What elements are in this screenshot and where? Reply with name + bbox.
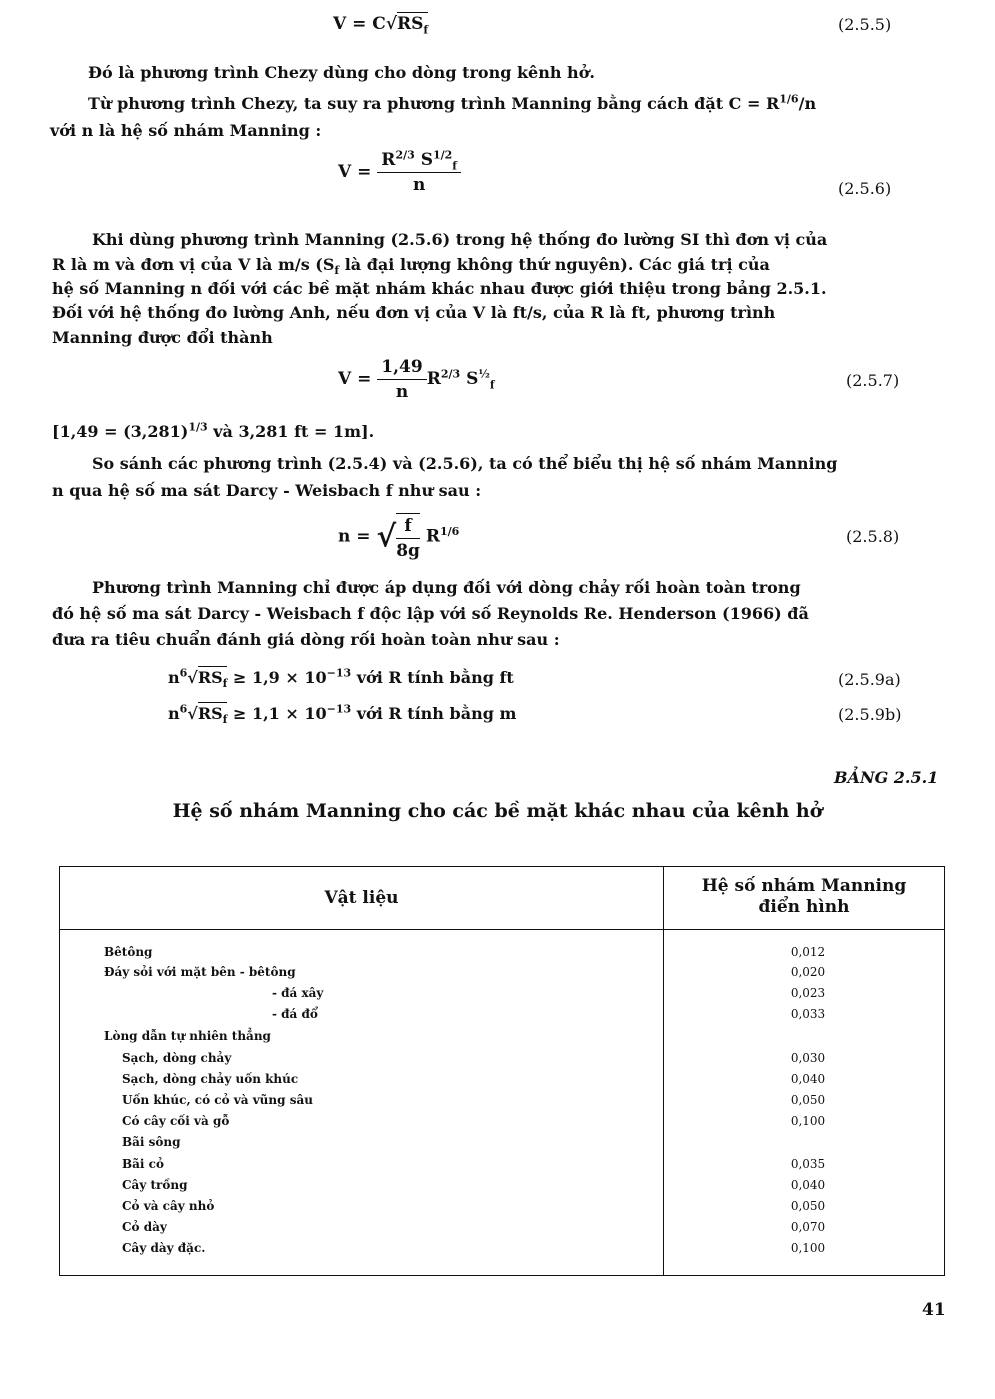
table-row-value: 0,040 (790, 1072, 826, 1086)
paragraph-line: đó hệ số ma sát Darcy - Weisbach f độc lập với số Reynolds Re. Henderson (1966) đã (52, 604, 809, 623)
eq-operator: = (352, 14, 367, 34)
sqrt-symbol: √ (376, 519, 397, 555)
equation-2-5-9a: $n^6√RS_f \ge 1,9 \times 10^{-13}$ với R tính bằng ft (168, 666, 514, 691)
table-row-value: 0,100 (790, 1241, 826, 1255)
paragraph-line: Từ phương trình Chezy, ta suy ra phương trình Manning bằng cách đặt $C = R^{1/6}/n$ (88, 92, 817, 113)
paragraph-line: [$1,49 = (3,281)^{1/3}$ và 3,281 ft = 1m]. (52, 420, 375, 441)
table-row-value: 0,035 (790, 1157, 826, 1171)
table-row-label: - đá đổ (272, 1007, 318, 1021)
paragraph-line: So sánh các phương trình (2.5.4) và (2.5.6), ta có thể biểu thị hệ số nhám Manning (92, 454, 838, 473)
table-row-value: 0,050 (790, 1093, 826, 1107)
paragraph-line: R là m và đơn vị của V là m/s ($S_f$ là đại lượng không thứ nguyên). Các giá trị của (52, 255, 770, 278)
equation-2-5-6: V = $\frac{R^{2/3} S^{1/2}_f}{n}$ (338, 150, 461, 195)
equation-number: (2.5.7) (846, 371, 900, 390)
table-row-label: Bãi cỏ (122, 1157, 164, 1171)
paragraph-line: với n là hệ số nhám Manning : (50, 121, 322, 140)
table-row-label: Lòng dẫn tự nhiên thẳng (104, 1029, 271, 1043)
table-row-label: Bêtông (104, 945, 153, 959)
sqrt-symbol: √ (385, 14, 398, 34)
sqrt-symbol: √ (187, 668, 198, 687)
table-row-label: Cỏ và cây nhỏ (122, 1199, 215, 1213)
equation-number: (2.5.8) (846, 527, 900, 546)
equation-number: (2.5.6) (838, 179, 892, 198)
equation-2-5-7: V = $\frac{1,49}{n}$ $R^{2/3}$ $S^{\frac{1}{2}}_f$ (338, 357, 495, 402)
page-number: 41 (922, 1300, 946, 1320)
table-row-label: Uốn khúc, có cỏ và vũng sâu (122, 1093, 313, 1107)
paragraph-line: n qua hệ số ma sát Darcy - Weisbach f như sau : (52, 481, 482, 500)
table-row-label: Bãi sông (122, 1135, 181, 1149)
paragraph-line: Đối với hệ thống đo lường Anh, nếu đơn vị của V là ft/s, của R là ft, phương trình (52, 303, 776, 322)
table-row-value: 0,020 (790, 965, 826, 979)
table-row-value: 0,023 (790, 986, 826, 1000)
paragraph-line: đưa ra tiêu chuẩn đánh giá dòng rối hoàn toàn như sau : (52, 630, 560, 649)
table-caption: BẢNG 2.5.1 (834, 768, 939, 787)
header-material: Vật liệu (324, 888, 399, 908)
table-row-value: 0,012 (790, 945, 826, 959)
paragraph-line: Khi dùng phương trình Manning (2.5.6) trong hệ thống đo lường SI thì đơn vị của (92, 230, 828, 249)
eq-radicand: $RS_f$ (397, 14, 429, 37)
table-row-value: 0,070 (790, 1220, 826, 1234)
table-row-value: 0,100 (790, 1114, 826, 1128)
fraction: $\frac{1,49}{n}$ (377, 357, 426, 402)
paragraph-line: Đó là phương trình Chezy dùng cho dòng trong kênh hở. (88, 63, 595, 82)
table-row-label: Có cây cối và gỗ (122, 1114, 230, 1128)
table-row-label: Sạch, dòng chảy uốn khúc (122, 1072, 299, 1086)
paragraph-line: Phương trình Manning chỉ được áp dụng đối với dòng chảy rối hoàn toàn trong (92, 578, 801, 597)
paragraph-line: hệ số Manning n đối với các bề mặt nhám khác nhau được giới thiệu trong bảng 2.5.1. (52, 279, 827, 298)
table-row-label: Cây trồng (122, 1178, 188, 1192)
header-divider (60, 929, 944, 930)
table-row-value: 0,030 (790, 1051, 826, 1065)
eq-coefficient: C (372, 14, 386, 34)
manning-table (59, 866, 945, 1276)
table-row-label: Đáy sỏi với mặt bên - bêtông (104, 965, 296, 979)
table-title: Hệ số nhám Manning cho các bề mặt khác nhau của kênh hở (172, 800, 823, 822)
sqrt-symbol: √ (187, 704, 198, 723)
header-manning: Hệ số nhám Manning điển hình (701, 876, 907, 917)
table-row-label: - đá xây (272, 986, 324, 1000)
table-row-label: Cỏ dày (122, 1220, 167, 1234)
eq-lhs: V (333, 14, 347, 34)
equation-2-5-8: n = √ $\frac{f}{8g}$ $R^{1/6}$ (338, 513, 459, 561)
equation-2-5-9b: $n^6√RS_f \ge 1,1 \times 10^{-13}$ với R tính bằng m (168, 702, 517, 727)
equation-number: (2.5.5) (838, 15, 892, 34)
paragraph-line: Manning được đổi thành (52, 328, 273, 347)
table-row-value: 0,033 (790, 1007, 826, 1021)
table-row-label: Sạch, dòng chảy (122, 1051, 232, 1065)
equation-number: (2.5.9b) (838, 705, 902, 724)
table-row-value: 0,050 (790, 1199, 826, 1213)
equation-number: (2.5.9a) (838, 670, 901, 689)
table-row-label: Cây dày đặc. (122, 1241, 206, 1255)
table-row-value: 0,040 (790, 1178, 826, 1192)
equation-2-5-5 (333, 14, 429, 37)
fraction: $\frac{R^{2/3} S^{1/2}_f}{n}$ (377, 150, 461, 195)
fraction: $\frac{f}{8g}$ (396, 513, 420, 561)
